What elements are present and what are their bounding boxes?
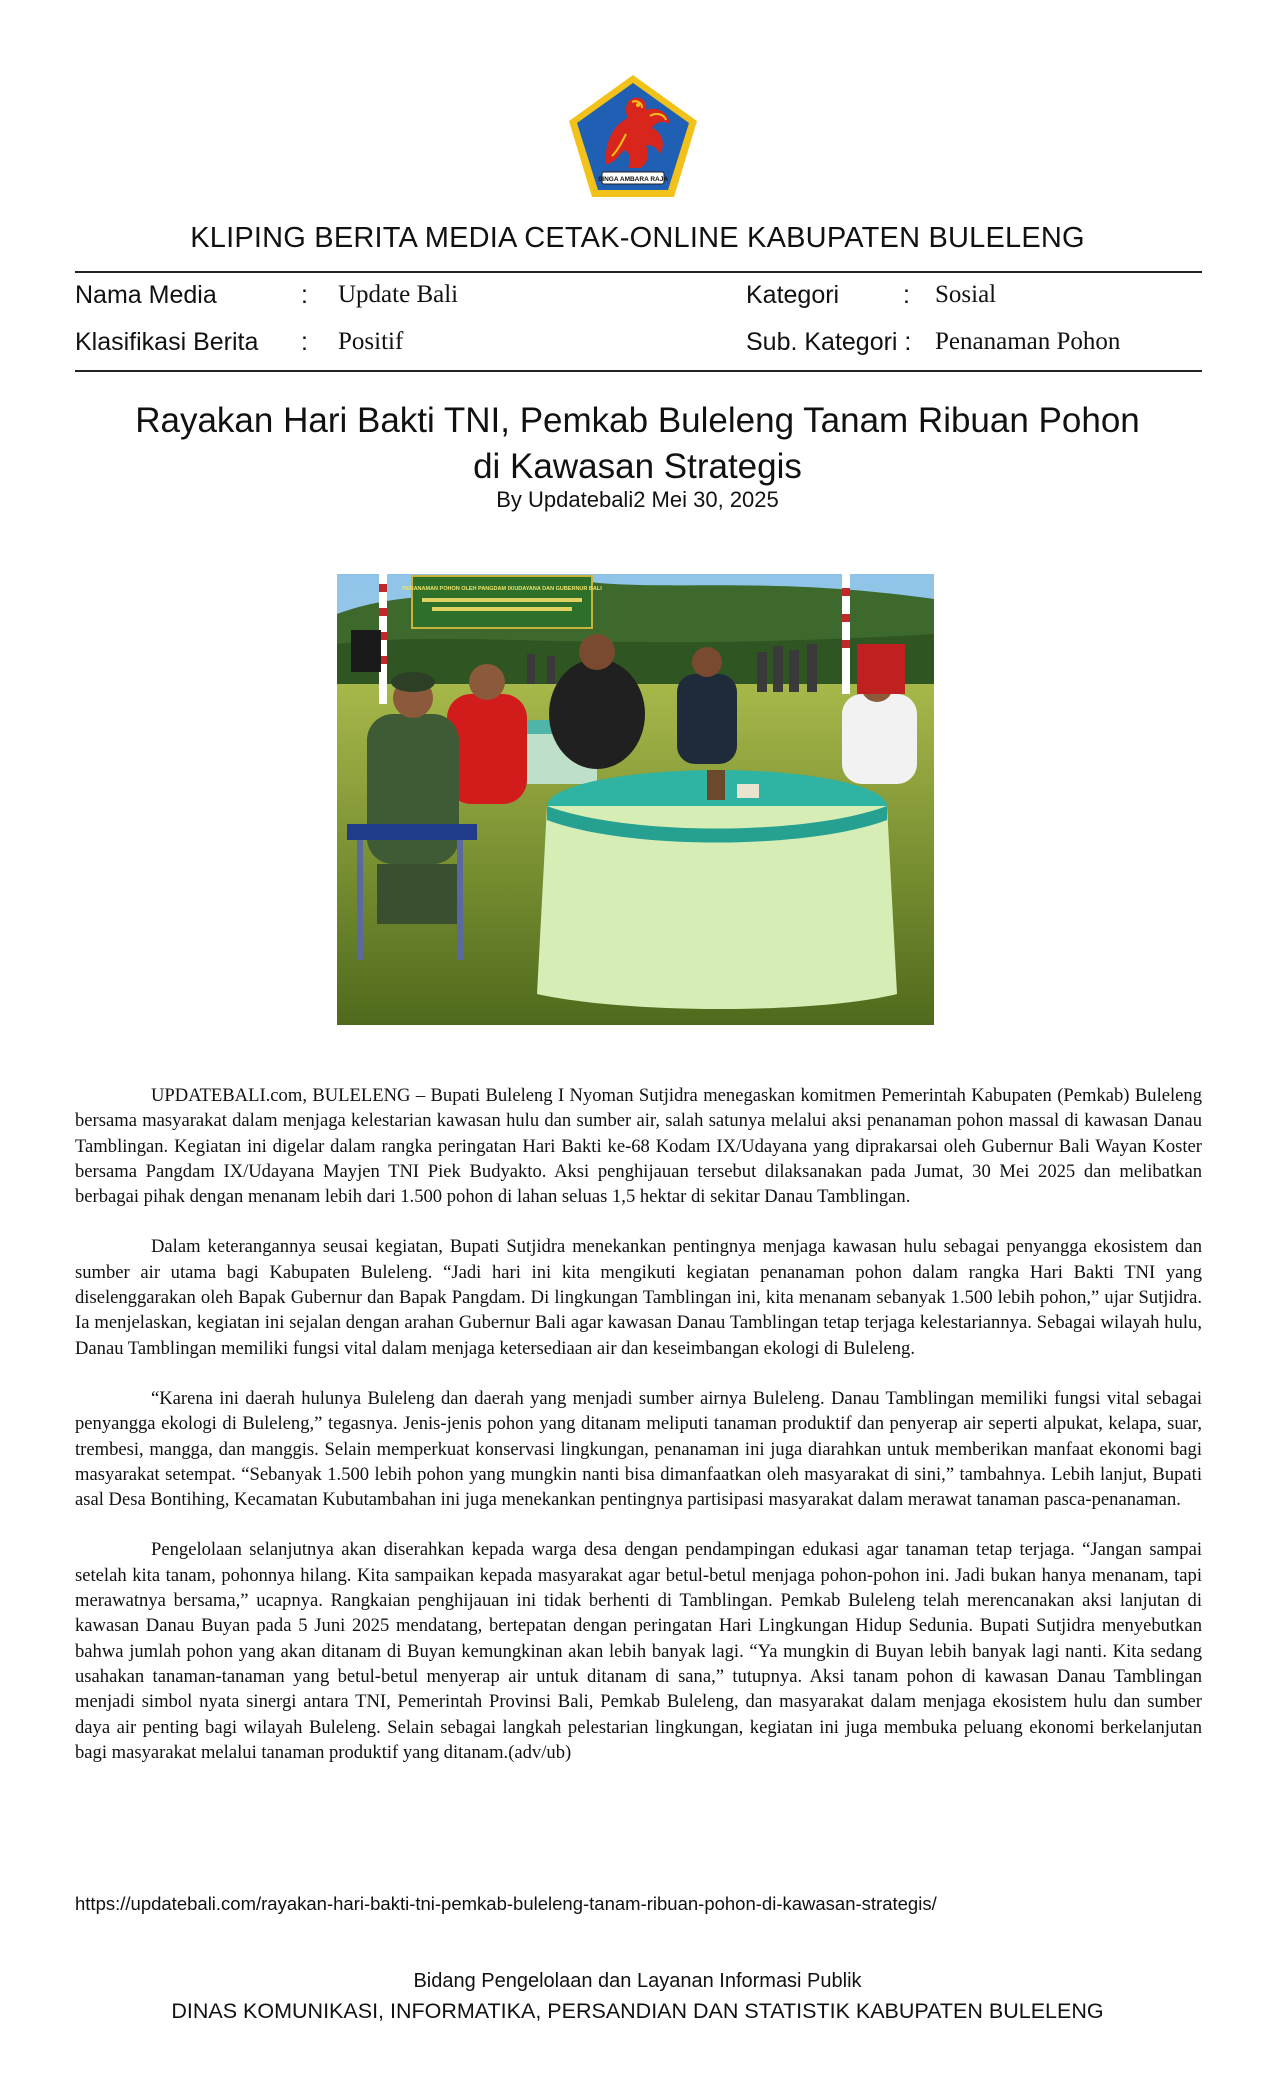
article-body (75, 1083, 1202, 1790)
article-title-line-2: di Kawasan Strategis (473, 447, 802, 486)
article-paragraph: Dalam keterangannya seusai kegiatan, Bupati Sutjidra menekankan pentingnya menjaga kawasan hulu sebagai penyangga ekosistem dan sumber air utama bagi Kabupaten Buleleng. “Jadi hari ini kita mengikuti kegiatan penanaman pohon dalam rangka Hari Bakti TNI yang diselenggarakan oleh Bapak Gubernur dan Bapak Pangdam. Di lingkungan Tamblingan ini, kita menanam sebanyak 1.500 lebih pohon,” ujar Sutjidra. Ia menjelaskan, kegiatan ini sejalan dengan arahan Gubernur Bali agar kawasan Danau Tamblingan tetap terjaga kelestariannya. Sebagai wilayah hulu, Danau Tamblingan memiliki fungsi vital dalam menjaga ketersediaan air dan keseimbangan ekologi di Buleleng. (75, 1236, 1202, 1359)
klasifikasi-label: Klasifikasi Berita (75, 328, 259, 356)
header-divider-bottom (75, 370, 1202, 372)
logo-motto: SINGA AMBARA RAJA (597, 176, 669, 183)
header-divider-top (75, 271, 1202, 273)
sub-kategori-value: Penanaman Pohon (935, 328, 1121, 355)
source-url-link[interactable]: https://updatebali.com/rayakan-hari-bakti-tni-pemkab-buleleng-tanam-ribuan-pohon-di-kawasan-strategis/ (75, 1893, 937, 1914)
article-paragraph: UPDATEBALI.com, BULELENG – Bupati Buleleng I Nyoman Sutjidra menegaskan komitmen Pemerintah Kabupaten (Pemkab) Buleleng bersama masyarakat dalam menjaga kelestarian kawasan hulu dan sumber air, salah satunya melalui aksi penanaman pohon massal di kawasan Danau Tamblingan. Kegiatan ini digelar dalam rangka peringatan Hari Bakti ke-68 Kodam IX/Udayana yang diprakarsai oleh Gubernur Bali Wayan Koster bersama Pangdam IX/Udayana Mayjen TNI Piek Budyakto. Aksi penghijauan tersebut dilaksanakan pada Jumat, 30 Mei 2025 dan melibatkan berbagai pihak dengan menanam lebih dari 1.500 pohon di lahan seluas 1,5 hektar di sekitar Danau Tamblingan. (75, 1085, 1202, 1208)
photo-banner-text: PENANAMAN POHON OLEH PANGDAM IX/UDAYANA DAN GUBERNUR BALI (402, 586, 602, 592)
kategori-value: Sosial (935, 281, 997, 308)
kategori-label: Kategori (746, 281, 840, 309)
article-photo (337, 574, 934, 1025)
article-title-line-1: Rayakan Hari Bakti TNI, Pemkab Buleleng Tanam Ribuan Pohon (135, 401, 1140, 440)
klasifikasi-separator: : (301, 328, 308, 356)
clipping-header-title: KLIPING BERITA MEDIA CETAK-ONLINE KABUPATEN BULELENG (190, 222, 1085, 254)
sub-kategori-label: Sub. Kategori : (746, 328, 912, 356)
nama-media-separator: : (301, 281, 308, 309)
footer-department: Bidang Pengelolaan dan Layanan Informasi Publik (413, 1970, 862, 1992)
article-title (0, 398, 1275, 490)
article-byline: By Updatebali2 Mei 30, 2025 (496, 487, 779, 512)
footer-agency: DINAS KOMUNIKASI, INFORMATIKA, PERSANDIAN DAN STATISTIK KABUPATEN BULELENG (171, 1999, 1104, 2023)
klasifikasi-value: Positif (338, 328, 404, 355)
article-paragraph: “Karena ini daerah hulunya Buleleng dan daerah yang menjadi sumber airnya Buleleng. Danau Tamblingan memiliki fungsi vital sebagai penyangga ekologi di Buleleng,” tegasnya. Jenis-jenis pohon yang ditanam meliputi tanaman produktif dan penyerap air seperti alpukat, kelapa, suar, trembesi, mangga, dan manggis. Selain memperkuat konservasi lingkungan, penanaman ini juga diarahkan untuk memberikan manfaat ekonomi bagi masyarakat setempat. “Sebanyak 1.500 lebih pohon yang mungkin nanti bisa dimanfaatkan oleh masyarakat di sini,” tambahnya. Lebih lanjut, Bupati asal Desa Bontihing, Kecamatan Kubutambahan ini juga menekankan pentingnya partisipasi masyarakat dalam merawat tanaman pasca-penanaman. (75, 1387, 1202, 1511)
kategori-separator: : (903, 281, 910, 309)
nama-media-label: Nama Media (75, 281, 217, 309)
nama-media-value: Update Bali (338, 281, 459, 308)
buleleng-emblem-logo (566, 72, 700, 200)
article-paragraph: Pengelolaan selanjutnya akan diserahkan kepada warga desa dengan pendampingan edukasi agar tanaman tetap terjaga. “Jangan sampai setelah kita tanam, pohonnya hilang. Kita sampaikan kepada masyarakat agar betul-betul menjaga pohon-pohon ini. Jadi bukan hanya menanam, tapi merawatnya bersama,” ucapnya. Rangkaian penghijauan ini tidak berhenti di Tamblingan. Pemkab Buleleng telah merencanakan aksi lanjutan di kawasan Danau Buyan pada 5 Juni 2025 mendatang, bertepatan dengan peringatan Hari Lingkungan Hidup Sedunia. Bupati Sutjidra menyebutkan bahwa jumlah pohon yang akan ditanam di Buyan kemungkinan akan lebih banyak lagi. “Ya mungkin di Buyan lebih banyak lagi nanti. Kita sedang usahakan tanaman-tanaman yang betul-betul menyerap air untuk ditanam di sana,” tutupnya. Aksi tanam pohon di kawasan Danau Tamblingan menjadi simbol nyata sinergi antara TNI, Pemerintah Provinsi Bali, Pemkab Buleleng, dan masyarakat dalam menjaga ekosistem hulu dan sumber daya air penting bagi wilayah Buleleng. Selain sebagai langkah pelestarian lingkungan, kegiatan ini juga membuka peluang ekonomi berkelanjutan bagi masyarakat melalui tanaman produktif yang ditanam.(adv/ub) (75, 1539, 1202, 1763)
